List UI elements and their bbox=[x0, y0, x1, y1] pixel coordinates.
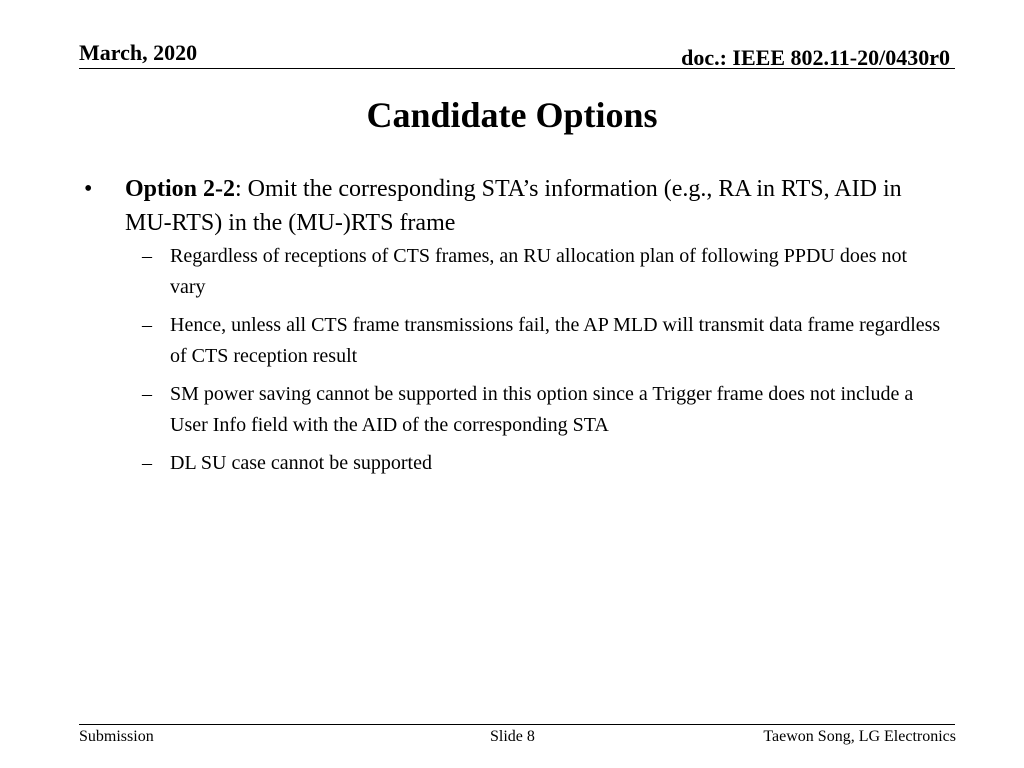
header-doc-id: doc.: IEEE 802.11-20/0430r0 bbox=[681, 45, 950, 70]
dash-marker: – bbox=[142, 314, 152, 336]
sub-bullet-text: SM power saving cannot be supported in this option since a Trigger frame does not include a User Info field with the AID of the corresponding STA bbox=[170, 383, 914, 436]
footer-divider bbox=[79, 724, 955, 725]
footer-slide-number: Slide 8 bbox=[490, 728, 535, 745]
sub-bullet-item bbox=[84, 241, 944, 303]
dash-marker: – bbox=[142, 452, 152, 474]
sub-bullet-text: DL SU case cannot be supported bbox=[170, 452, 432, 474]
sub-bullet-list bbox=[84, 241, 944, 479]
sub-bullet-text: Regardless of receptions of CTS frames, an RU allocation plan of following PPDU does not vary bbox=[170, 245, 908, 298]
slide-title: Candidate Options bbox=[366, 95, 658, 135]
bullet-label: Option 2-2 bbox=[125, 176, 236, 202]
dash-marker: – bbox=[142, 245, 152, 267]
sub-bullet-item bbox=[84, 310, 944, 372]
sub-bullet-text: Hence, unless all CTS frame transmissions fail, the AP MLD will transmit data frame regardless of CTS reception result bbox=[170, 314, 941, 367]
sub-bullet-item bbox=[84, 379, 944, 441]
bullet-marker: • bbox=[84, 176, 93, 202]
dash-marker: – bbox=[142, 383, 152, 405]
header-date: March, 2020 bbox=[79, 40, 198, 65]
sub-bullet-item bbox=[84, 448, 944, 479]
footer-submission: Submission bbox=[79, 728, 154, 745]
bullet-option-2-2 bbox=[84, 172, 944, 240]
bullet-text: : Omit the corresponding STA’s information (e.g., RA in RTS, AID in MU-RTS) in the (MU-)RTS frame bbox=[125, 176, 902, 236]
slide-body bbox=[84, 172, 944, 486]
footer-author: Taewon Song, LG Electronics bbox=[763, 728, 956, 745]
header-divider bbox=[79, 68, 955, 69]
